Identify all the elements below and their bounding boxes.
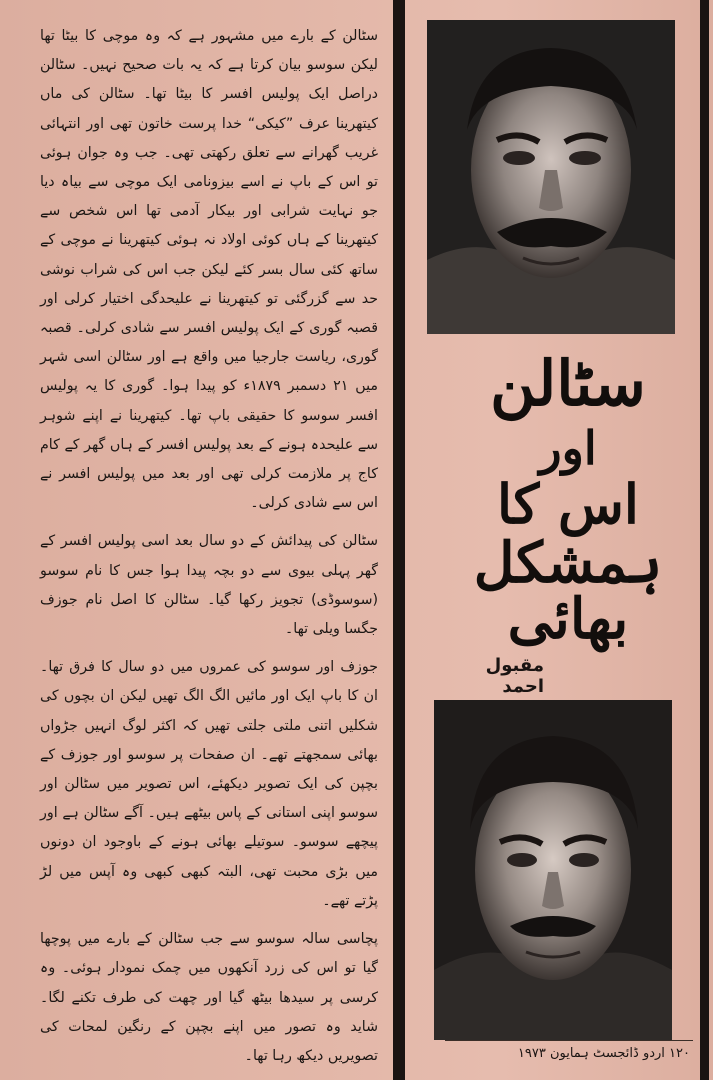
article-paragraph-3: جوزف اور سوسو کی عمروں میں دو سال کا فرق تھا۔ ان کا باپ ایک اور مائیں الگ الگ تھیں لیکن ان بچوں کی شکلیں اتنی ملتی جلتی تھیں کہ اکثر لوگ انہیں جڑواں بھائی سمجھتے تھے۔ ان صفحات پر سوسو اور جوزف کے بچپن کی ایک تصویر دیکھئے، اس تصویر میں سٹالن اور سوسو اپنی استانی کے پاس بیٹھے ہیں۔ آگے سٹالن ہے اور پیچھے سوسو۔ سوتیلے بھائی ہونے کے باوجود ان دونوں میں بڑی محبت تھی، البتہ کبھی کبھی وہ آپس میں لڑ پڑتے تھے۔ [40, 659, 378, 909]
footer-divider [445, 1040, 693, 1041]
article-paragraph-1: سٹالن کے بارے میں مشہور ہے کہ وہ موچی کا بیٹا تھا لیکن سوسو بیان کرتا ہے کہ یہ بات صحیح نہیں۔ سٹالن دراصل ایک پولیس افسر کا بیٹا تھا۔ سٹالن کی ماں کیتھرینا عرف ”کیکی“ خدا پرست خاتون تھی اور انتہائی غریب گھرانے سے تعلق رکھتی تھی۔ جب وہ جوان ہوئی تو اس کے باپ نے اسے بیزونامی ایک موچی سے بیاہ دیا جو نہایت شرابی اور بیکار آدمی تھا اس شخص سے کیتھرینا کے ہاں کوئی اولاد نہ ہوئی کیتھرینا نے موچی کے ساتھ کئی سال بسر کئے لیکن جب اس کی شراب نوشی حد سے گزرگئی تو کیتھرینا نے علیحدگی اختیار کرلی اور قصبہ گوری کے ایک پولیس افسر سے شادی کرلی۔ قصبہ گوری، ریاست جارجیا میں واقع ہے اور سٹالن اسی شہر میں ۲۱ دسمبر ۱۸۷۹ء کو پیدا ہوا۔ گوری کا یہ پولیس افسر سوسو کا حقیقی باپ تھا۔ کیتھرینا نے اپنے شوہر سے علیحدہ ہونے کے بعد پولیس افسر کے ہاں گھر کے کام کاج پر ملازمت کرلی تھی اور بعد میں پولیس افسر نے اس سے شادی کرلی۔ [40, 28, 378, 512]
article-body [40, 22, 378, 1064]
headline-line-2: اور [539, 421, 597, 475]
article-headline [452, 345, 684, 665]
author-byline: مقبول احمد [485, 655, 544, 697]
article-paragraph-4: پچاسی سالہ سوسو سے جب سٹالن کے بارے میں پوچھا گیا تو اس کی زرد آنکھوں میں چمک نمودار ہوئی۔ وہ کرسی پر سیدھا بیٹھ گیا اور چھت کی طرف تکنے لگا۔ شاید وہ تصور میں اپنے بچپن کے رنگین لمحات کی تصویریں دیکھ رہا تھا۔ [40, 931, 378, 1064]
page-footer: ۱۲۰ اردو ڈائجسٹ ہمایون ۱۹۷۳ [517, 1046, 690, 1061]
headline-line-1: سٹالن [490, 347, 646, 420]
article-paragraph-2: سٹالن کی پیدائش کے دو سال بعد اسی پولیس افسر کے گھر پہلی بیوی سے دو بچہ پیدا ہوا جس کا نام سوسو (سوسوڈی) تجویز رکھا گیا۔ سٹالن کا اصل نام جوزف جگسا ویلی تھا۔ [40, 533, 378, 638]
headline-line-3: اس کا [497, 472, 639, 536]
portrait-photo-stalin [427, 20, 675, 334]
headline-line-4: ہمشکل بھائی [473, 530, 663, 652]
portrait-photo-soso [434, 700, 672, 1040]
